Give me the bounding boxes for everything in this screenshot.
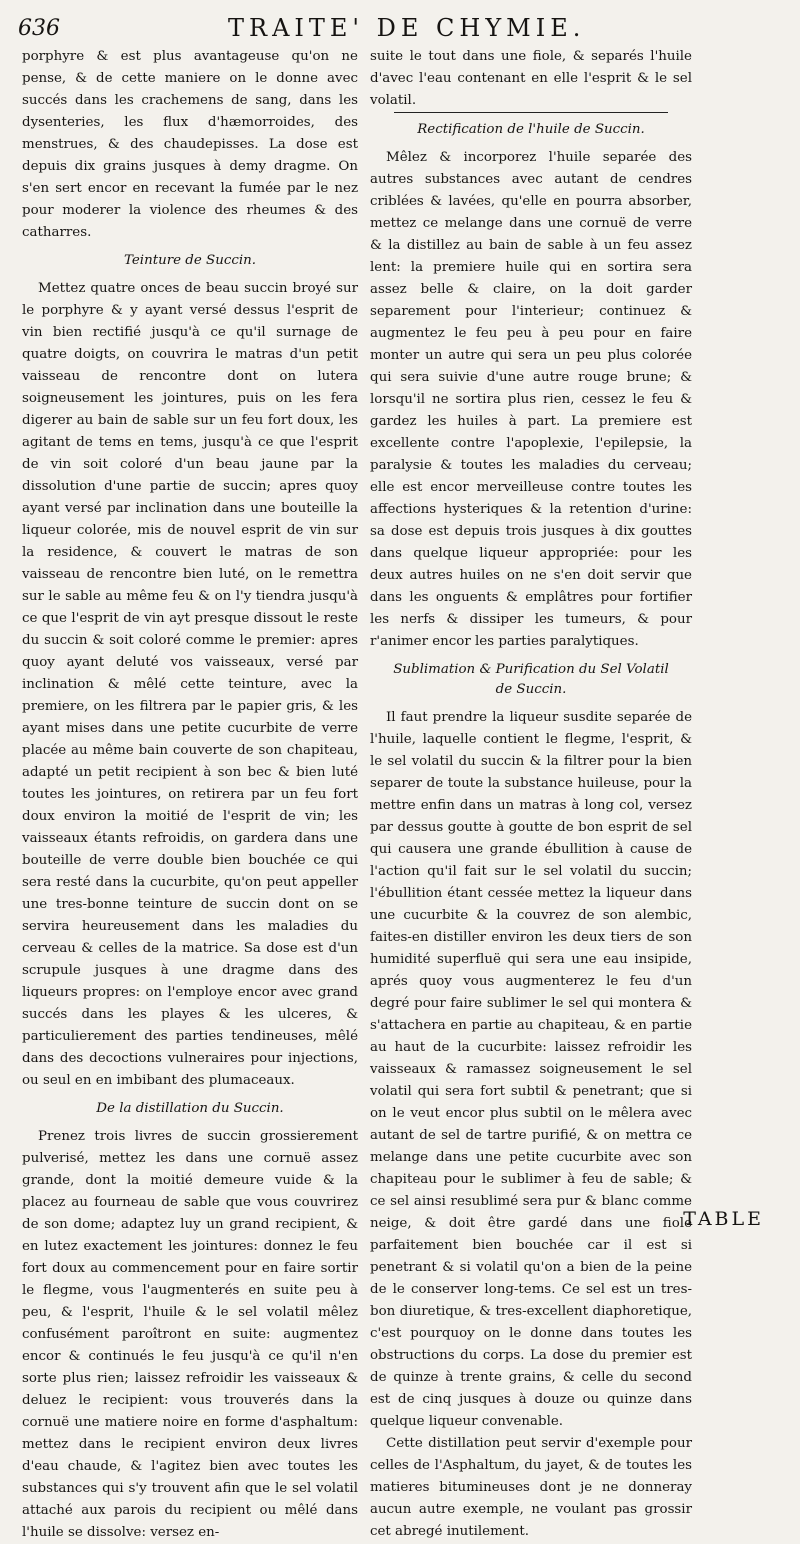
section-heading-rectification: Rectification de l'huile de Succin. xyxy=(417,122,645,137)
section-heading-distillation: De la distillation du Succin. xyxy=(96,1101,284,1116)
page-number: 636 xyxy=(18,16,60,41)
section-heading-teinture: Teinture de Succin. xyxy=(123,253,257,268)
section-divider xyxy=(394,112,668,113)
left-column xyxy=(22,46,358,1544)
paragraph-teinture: Mettez quatre onces de beau succin broyé sur le porphyre & y ayant versé dessus l'esprit de vin bien rectifié jusqu'à ce qu'il surnage de quatre doigts, on couvrira le matras d'un petit vaisseau de rencontre dont on lutera soigneusement les jointures, puis on les fera digerer au bain de sable sur un feu fort doux, les agitant de tems en tems, jusqu'à ce que l'esprit de vin soit coloré d'un beau jaune par la dissolution d'une partie de succin; apres quoy ayant versé par inclination dans une bouteille la liqueur colorée, mis de nouvel esprit de vin sur la residence, & couvert le matras de son vaisseau de rencontre bien luté, on le remettra sur le sable au même feu & on l'y tiendra jusqu'à ce que l'esprit de vin ayt presque dissout le reste du succin & soit coloré comme le premier: apres quoy ayant deluté vos vaisseaux, versé par inclination & mêlé cette teinture, avec la premiere, on les filtrera par le papier gris, & les ayant mises dans une petite cucurbite de verre placée au même bain couverte de son chapiteau, adapté un petit recipient à son bec & bien luté toutes les jointures, on retirera par un feu fort doux environ la moitié de l'esprit de vin; les vaisseaux étants refroidis, on gardera dans une bouteille de verre double bien bouchée ce qui sera resté dans la cucurbite, qu'on peut appeller une tres-bonne teinture de succin dont on se servira heureusement dans les maladies du cerveau & celles de la matrice. Sa dose est d'un scrupule jusques à une dragme dans des liqueurs propres: on l'employe encor avec grand succés dans les playes & les ulceres, & particulierement des parties tendineuses, mêlé dans des decoctions vulneraires pour injections, ou seul en en imbibant des plumaceaux. xyxy=(22,281,358,1088)
paragraph-continuation-right: suite le tout dans une fiole, & separés l'huile d'avec l'eau contenant en elle l'esprit & le sel volatil. xyxy=(370,49,692,108)
page-header xyxy=(18,14,788,48)
section-heading-sublimation-line1: Sublimation & Purification du Sel Volatil xyxy=(393,662,669,677)
running-title: TRAITE' DE CHYMIE. xyxy=(228,14,586,42)
section-heading-sublimation-line2: de Succin. xyxy=(495,682,567,697)
paragraph-continuation-left: porphyre & est plus avantageuse qu'on ne pense, & de cette maniere on le donne avec succés dans les crachemens de sang, dans les dysenteries, les flux d'hæmorroides, des menstrues, & des chaudepisses. La dose est depuis dix grains jusques à demy dragme. On s'en sert encor en recevant la fumée par le nez pour moderer la violence des rheumes & des catharres. xyxy=(22,49,358,240)
paragraph-closing: Cette distillation peut servir d'exemple pour celles de l'Asphaltum, du jayet, & de toutes les matieres bitumineuses dont je ne donneray aucun autre exemple, ne voulant pas grossir cet abregé inutilement. xyxy=(370,1436,692,1539)
paragraph-rectification: Mêlez & incorporez l'huile separée des autres substances avec autant de cendres criblées & lavées, qu'elle en pourra absorber, mettez ce melange dans une cornuë de verre & la distillez au bain de sable à un feu assez lent: la premiere huile qui en sortira sera assez belle & claire, on la doit garder separement pour l'interieur; continuez & augmentez le feu peu à peu pour en faire monter un autre qui sera un peu plus colorée qui sera suivie d'une autre rouge brune; & lorsqu'il ne sortira plus rien, cessez le feu & gardez les huiles à part. La premiere est excellente contre l'apoplexie, l'epilepsie, la paralysie & toutes les maladies du cerveau; elle est encor merveilleuse contre toutes les affections hysteriques & la retention d'urine: sa dose est depuis trois jusques à dix gouttes dans quelque liqueur appropriée: pour les deux autres huiles on ne s'en doit servir que dans les onguents & emplâtres pour fortifier les nerfs & dissiper les tumeurs, & pour r'animer encor les parties paralytiques. xyxy=(370,150,692,649)
paragraph-sublimation: Il faut prendre la liqueur susdite separée de l'huile, laquelle contient le flegme, l'esprit, & le sel volatil du succin & la filtrer pour la bien separer de toute la substance huileuse, pour la mettre enfin dans un matras à long col, versez par dessus goutte à goutte de bon esprit de sel qui causera une grande ébullition à cause de l'action qu'il fait sur le sel volatil du succin; l'ébullition étant cessée mettez la liqueur dans une cucurbite & la couvrez de son alembic, faites-en distiller environ les deux tiers de son humidité superfluë qui sera une eau insipide, aprés quoy vous augmenterez le feu d'un degré pour faire sublimer le sel qui montera & s'attachera en partie au chapiteau, & en partie au haut de la cucurbite: laissez refroidir les vaisseaux & ramassez soigneusement le sel volatil qui sera fort subtil & penetrant; que si on le veut encor plus subtil on le mêlera avec autant de sel de tartre purifié, & on mettra ce melange dans une petite cucurbite avec son chapiteau pour le sublimer à feu de sable; & ce sel ainsi resublimé sera pur & blanc comme neige, & doit être gardé dans une fiole parfaitement bien bouchée car il est si penetrant & si volatil qu'on a bien de la peine de le conserver long-tems. Ce sel est un tres-bon diuretique, & tres-excellent diaphoretique, c'est pourquoy on le donne dans toutes les obstructions du corps. La dose du premier est de quinze à trente grains, & celle du second est de cinq jusques à douze ou quinze dans quelque liqueur convenable. xyxy=(370,710,692,1429)
section-heading-sublimation xyxy=(370,660,692,700)
paragraph-distillation: Prenez trois livres de succin grossierement pulverisé, mettez les dans une cornuë assez grande, dont la moitié demeure vuide & la placez au fourneau de sable que vous couvrirez de son dome; adaptez luy un grand recipient, & en lutez exactement les jointures: donnez le feu fort doux au commencement pour en faire sortir le flegme, vous l'augmenterés en suite peu à peu, & l'esprit, l'huile & le sel volatil mêlez confusément paroîtront en suite: augmentez encor & continués le feu jusqu'à ce qu'il n'en sorte plus rien; laissez refroidir les vaisseaux & deluez le recipient: vous trouverés dans la cornuë une matiere noire en forme d'asphaltum: mettez dans le recipient environ deux livres d'eau chaude, & l'agitez bien avec toutes les substances qui s'y trouvent afin que le sel volatil attaché aux parois du recipient ou mêlé dans l'huile se dissolve: versez en- xyxy=(22,1129,358,1540)
catchword: TABLE xyxy=(683,1208,764,1230)
right-column xyxy=(370,46,692,1543)
